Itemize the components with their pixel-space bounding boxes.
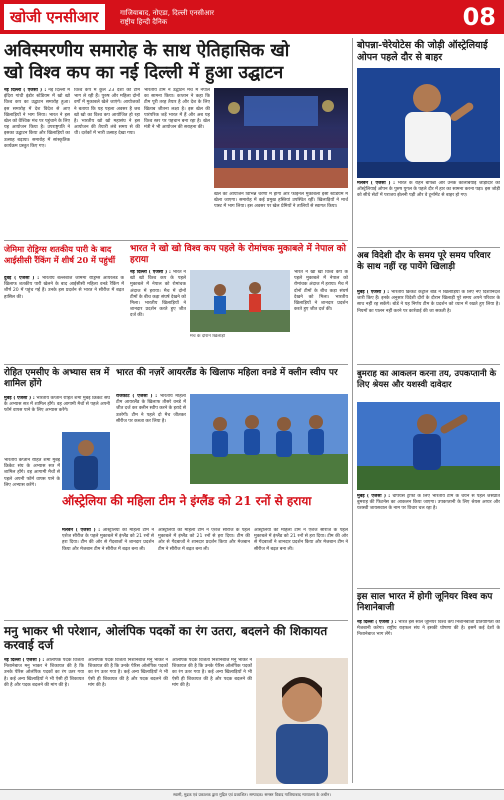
junior-wc-body: [357, 620, 500, 784]
junior-wc-dateline: नई दिल्ली ( एजेंसी ) :: [357, 620, 397, 625]
manu-body-2: [88, 658, 168, 784]
shooter-portrait-illustration: [256, 658, 348, 784]
ireland-dateline: राजकोट ( एजेंसी ) :: [116, 394, 158, 399]
lead-body-4: खेल का आयोजन विभिन्न चरणों में होगा और फाइनल मुकाबला इसी स्टेडियम में खेला जाएगा। समारोह में कई प्रमुख हस्तियां उपस्थित रहीं। खिलाड़ियों ने मार्च पास्ट में भाग लिया। इस अवसर पर खेल प्रेमियों ने तालियों से स्वागत किया।: [214, 192, 348, 210]
manu-text-3: ओलंपिक पदक विजेता निशानेबाज मनु भाकर ने शिकायत की है कि उनके पेरिस ओलंपिक पदकों का रंग उतर गया है। कई अन्य खिलाड़ियों ने भी ऐसी ही शिकायत की है और पदक बदलने की मांग की है।: [172, 658, 252, 688]
junior-wc-headline: इस साल भारत में होगी जूनियर विश्व कप निशानेबाजी: [357, 592, 493, 613]
ceremony-illustration: [214, 88, 348, 188]
family-rule-body: [357, 290, 500, 360]
lead-body-3: भारतीय टीम ने उद्घाटन मैच में नेपाल का सामना किया। कप्तान ने कहा कि टीम पूरी तरह तैयार है और देश के लिए खिताब जीतना लक्ष्य है। इस खेल की पारंपरिक जड़ें भारत में हैं और अब यह विश्व स्तर पर पहचान बना रहा है। खेल मंत्री ने भी आयोजन की सराहना की।: [144, 88, 210, 131]
divider-lower: [4, 620, 348, 621]
manu-text-2: ओलंपिक पदक विजेता निशानेबाज मनु भाकर ने शिकायत की है कि उनके पेरिस ओलंपिक पदकों का रंग उतर गया है। कई अन्य खिलाड़ियों ने भी ऐसी ही शिकायत की है और पदक बदलने की मांग की है।: [88, 658, 168, 688]
newspaper-name: खोजी एनसीआर: [4, 4, 105, 30]
lead-photo-ceremony: [214, 88, 348, 188]
masthead-info-line2: राष्ट्रीय हिन्दी दैनिक: [120, 18, 168, 26]
divider-mid: [4, 364, 348, 365]
jemima-headline: जेमिमा रोड्रिग्स शतकीय पारी के बाद आईसीसी रैंकिंग में शीर्ष 20 में पहुंचीं: [4, 244, 116, 265]
masthead-info: [120, 9, 214, 27]
nepal-dateline: नई दिल्ली ( एजेंसी ) :: [130, 270, 171, 275]
bopanna-body: [357, 181, 500, 245]
manu-photo: [256, 658, 348, 784]
divider-right-2: [357, 364, 500, 365]
rohit-text-2: भारतीय कप्तान रोहित शर्मा मुंबई क्रिकेट संघ के अभ्यास सत्र में शामिल होंगे। वह आगामी मैचों से पहले अपनी फॉर्म वापस पाने के लिए अभ्यास करेंगे।: [4, 458, 60, 488]
kho-kho-players-illustration: [190, 270, 290, 332]
lead-column-3: [144, 88, 210, 236]
lead-column-2: [74, 88, 140, 236]
australia-body-1: [62, 528, 154, 618]
bopanna-text: भारत के रोहन बोपन्ना और उनके कोलंबियाई जोड़ीदार को ऑस्ट्रेलियाई ओपन के पुरुष युगल के पहले दौर में हार का सामना करना पड़ा। इस जोड़ी को सीधे सेटों में पराजय झेलनी पड़ी और वे टूर्नामेंट से बाहर हो गए।: [357, 181, 500, 199]
nepal-body: [130, 270, 186, 360]
rohit-text: भारतीय कप्तान रोहित शर्मा मुंबई क्रिकेट संघ के अभ्यास सत्र में शामिल होंगे। वह आगामी मैचों से पहले अपनी फॉर्म वापस पाने के लिए अभ्यास करेंगे।: [4, 396, 110, 414]
tennis-player-illustration: [357, 68, 500, 178]
column-divider: [352, 38, 353, 783]
lead-column-1: [4, 88, 70, 236]
manu-text: ओलंपिक पदक विजेता निशानेबाज मनु भाकर ने शिकायत की है कि उनके पेरिस ओलंपिक पदकों का रंग उतर गया है। कई अन्य खिलाड़ियों ने भी ऐसी ही शिकायत की है और पदक बदलने की मांग की है।: [4, 658, 84, 688]
bumrah-body: [357, 494, 500, 584]
australia-body-3: [254, 528, 348, 618]
family-rule-text: भारतीय क्रिकेट कंट्रोल बोर्ड ने खिलाड़ियों के लिए नए दिशानिर्देश जारी किए हैं। इनके अनुसार विदेशी दौरों के दौरान खिलाड़ी पूरे समय अपने परिवार के साथ नहीं रह सकेंगे। बोर्ड ने यह निर्णय टीम के प्रदर्शन को ध्यान में रखते हुए लिया है। नियमों का पालन नहीं करने पर कार्रवाई की जा सकती है।: [357, 290, 500, 314]
nepal-headline: भारत ने खो खो विश्व कप पहले के रोमांचक मुकाबले में नेपाल को हराया: [130, 244, 346, 265]
ireland-headline: भारत की नज़रें आयरलैंड के खिलाफ महिला वनडे में क्लीन स्वीप पर: [116, 368, 338, 378]
divider-right-3: [357, 588, 500, 589]
lead-headline-line1: अविस्मरणीय समारोह के साथ ऐतिहासिक खो: [4, 41, 290, 61]
nepal-caption: मैच के दौरान खिलाड़ी: [190, 334, 225, 339]
jemima-text: भारतीय बल्लेबाज जेमिमा रोड्रिग्स आयरलैंड के खिलाफ शतकीय पारी खेलने के बाद आईसीसी महिला वनडे रैंकिंग में शीर्ष 20 में पहुंच गई हैं। उनके इस प्रदर्शन से भारत ने सीरीज में बढ़त हासिल की।: [4, 276, 124, 300]
australia-text: ऑस्ट्रेलिया की महिला टीम ने एशेज सीरीज के पहले मुकाबले में इंग्लैंड को 21 रनों से हरा दिया। टीम की ओर से गेंदबाजों ने शानदार प्रदर्शन किया और मेजबान टीम ने सीरीज में बढ़त बना ली।: [62, 528, 154, 552]
bopanna-headline: बोपन्ना-चेरेयोटेस की जोड़ी ऑस्ट्रेलियाई ओपन पहले दौर से बाहर: [357, 40, 488, 63]
jemima-dateline: दुबई ( एजेंसी ) :: [4, 276, 40, 281]
jemima-body: [4, 276, 124, 360]
lead-headline-line2: खो विश्व कप का नई दिल्ली में हुआ उद्घाटन: [4, 63, 284, 83]
junior-wc-text: भारत इस साल जूनियर विश्व कप निशानेबाजी प्रतियोगिता की मेजबानी करेगा। राष्ट्रीय राइफल संघ ने इसकी घोषणा की है। इसमें कई देशों के निशानेबाज भाग लेंगे।: [357, 620, 500, 638]
ireland-body: [116, 394, 186, 456]
nepal-text: भारत ने खो खो विश्व कप के पहले मुकाबले में नेपाल को रोमांचक अंदाज में हराया। मैच में दोनों टीमों के बीच कड़ा संघर्ष देखने को मिला। भारतीय खिलाड़ियों ने शानदार प्रदर्शन करते हुए जीत दर्ज की।: [130, 270, 186, 319]
ireland-text: भारतीय महिला टीम आयरलैंड के खिलाफ तीसरे वनडे में जीत दर्ज कर क्लीन स्वीप करने के इरादे से उतरेगी। टीम ने पहले दो मैच जीतकर सीरीज पर कब्जा कर लिया है।: [116, 394, 186, 424]
page-number: 08: [462, 3, 496, 31]
lead-headline: [4, 40, 348, 84]
australia-body-2: [158, 528, 250, 618]
family-rule-dateline: मुंबई ( एजेंसी ) :: [357, 290, 390, 295]
nepal-photo: [190, 270, 290, 332]
manu-body-3: [172, 658, 252, 784]
rohit-body-2: [4, 458, 60, 558]
cricketer-illustration: [62, 432, 110, 490]
nepal-text-2: भारत ने खो खो विश्व कप के पहले मुकाबले में नेपाल को रोमांचक अंदाज में हराया। मैच में दोनों टीमों के बीच कड़ा संघर्ष देखने को मिला। भारतीय खिलाड़ियों ने शानदार प्रदर्शन करते हुए जीत दर्ज की।: [294, 270, 348, 313]
divider-right-1: [357, 247, 500, 248]
australia-text-2: ऑस्ट्रेलिया की महिला टीम ने एशेज सीरीज के पहले मुकाबले में इंग्लैंड को 21 रनों से हरा दिया। टीम की ओर से गेंदबाजों ने शानदार प्रदर्शन किया और मेजबान टीम ने सीरीज में बढ़त बना ली।: [158, 528, 250, 552]
manu-body-1: [4, 658, 84, 784]
manu-dateline: नई दिल्ली ( एजेंसी ) :: [4, 658, 45, 663]
manu-headline: मनु भाकर भी परेशान, ओलंपिक पदकों का रंग उतरा, बदलने की शिकायत करवाई दर्ज: [4, 624, 328, 652]
women-cricket-team-illustration: [190, 394, 348, 484]
divider-lead-bottom: [4, 240, 348, 241]
australia-dateline: मेलबर्न ( एजेंसी ) :: [62, 528, 101, 533]
bopanna-photo: [357, 68, 500, 178]
bumrah-photo: [357, 402, 500, 490]
bowler-illustration: [357, 402, 500, 490]
imprint-footer: स्वामी, मुद्रक एवं प्रकाशक द्वारा मुद्रित एवं प्रकाशित। सम्पादक। समस्त विवाद गाजियाबाद न्यायालय के अधीन।: [0, 789, 504, 800]
bumrah-dateline: मुंबई ( एजेंसी ) :: [357, 494, 391, 499]
lead-dateline: नई दिल्ली ( एजेंसी ) :: [4, 88, 47, 93]
bumrah-headline: बुमराह का आकलन करना तय, उपकप्तानी के लिए श्रेयस और यशस्वी दावेदार: [357, 368, 497, 389]
ireland-photo: [190, 394, 348, 484]
lead-body-1: नई दिल्ली में इंदिरा गांधी इंडोर स्टेडियम में खो खो विश्व कप का उद्घाटन समारोह हुआ। इस समारोह में देश विदेश से आए खिलाड़ियों ने भाग लिया। भारत ने इस खेल को वैश्विक मंच पर पहुंचाने के लिए यह आयोजन किया है। उपराष्ट्रपति ने इसका उद्घाटन किया और खिलाड़ियों का उत्साह बढ़ाया। समारोह में सांस्कृतिक कार्यक्रम प्रस्तुत किए गए।: [4, 88, 70, 149]
masthead-info-line1: गाजियाबाद, नोएडा, दिल्ली एनसीआर: [120, 9, 214, 17]
lead-column-4: [214, 192, 348, 236]
rohit-headline: रोहित एमसीए के अभ्यास सत्र में शामिल होंगे: [4, 368, 110, 389]
rohit-photo: [62, 432, 110, 490]
bopanna-dateline: मेलबर्न ( एजेंसी ) :: [357, 181, 396, 186]
family-rule-headline: अब विदेशी दौर के समय पूरे समय परिवार के साथ नहीं रह पायेंगे खिलाड़ी: [357, 251, 491, 272]
rohit-dateline: मुंबई ( एजेंसी ) :: [4, 396, 35, 401]
nepal-body-2: [294, 270, 348, 360]
lead-body-2: विश्व कप में कुल 23 देशों की टीमें भाग ले रही हैं। पुरुष और महिला दोनों वर्गों में मुकाबले खेले जाएंगे। आयोजकों ने बताया कि यह पहला अवसर है जब खो खो का विश्व कप आयोजित हो रहा है। भारतीय खो खो महासंघ ने इस आयोजन की तैयारी लंबे समय से की थी। दर्शकों में भारी उत्साह देखा गया।: [74, 88, 140, 137]
australia-text-3: ऑस्ट्रेलिया की महिला टीम ने एशेज सीरीज के पहले मुकाबले में इंग्लैंड को 21 रनों से हरा दिया। टीम की ओर से गेंदबाजों ने शानदार प्रदर्शन किया और मेजबान टीम ने सीरीज में बढ़त बना ली।: [254, 528, 348, 552]
masthead: [0, 0, 504, 34]
australia-headline: ऑस्ट्रेलिया की महिला टीम ने इंग्लैंड को 21 रनों से हराया: [62, 494, 312, 508]
bumrah-text: चैंपियंस ट्रॉफी के लिए भारतीय टीम के चयन से पहले जसप्रीत बुमराह की फिटनेस का आकलन किया जाएगा। उपकप्तानी के लिए श्रेयस अय्यर और यशस्वी जायसवाल के नाम पर विचार चल रहा है।: [357, 494, 500, 512]
